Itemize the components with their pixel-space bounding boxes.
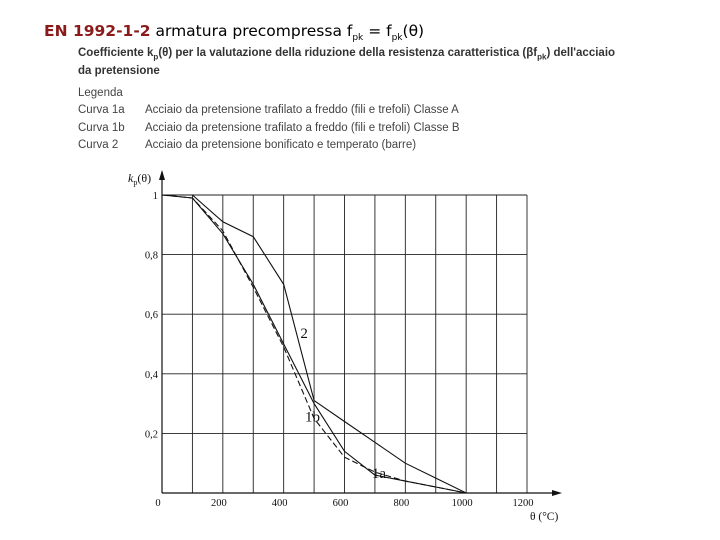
- caption-heading-line2: da pretensione: [78, 65, 160, 78]
- caption-heading-sub1: p: [153, 52, 159, 62]
- chart-curve-labels: [300, 326, 386, 482]
- y-axis-label: [128, 171, 151, 187]
- legend-title: Legenda: [78, 87, 123, 100]
- title-arg: (θ): [402, 22, 425, 40]
- curve-label-1b: 1b: [304, 409, 320, 426]
- caption-heading-sub2: pk: [537, 52, 547, 62]
- title-equals: = f: [363, 22, 392, 40]
- y-axis-label-tail: (θ): [137, 171, 152, 185]
- x-tick-label: 400: [271, 498, 288, 509]
- y-tick-label: 0,8: [144, 250, 158, 262]
- y-axis-label-k: k: [128, 171, 134, 185]
- x-tick-label: 800: [393, 498, 410, 509]
- caption-heading-part3: ) dell'acciaio: [546, 47, 616, 59]
- legend-key: Curva 1a: [78, 104, 125, 117]
- y-tick-label: 1: [152, 191, 158, 202]
- chart-grid: [162, 195, 527, 493]
- y-axis-arrow: [159, 170, 165, 180]
- curve-label-1a: 1a: [371, 466, 387, 483]
- legend-key: Curva 2: [78, 139, 119, 152]
- caption-heading-part1: Coefficiente k: [78, 47, 154, 59]
- legend-text: Acciaio da pretensione trafilato a freddo (fili e trefoli) Classe A: [145, 104, 459, 117]
- x-tick-label: 0: [155, 498, 161, 509]
- x-axis-label: θ (°C): [530, 511, 559, 523]
- x-tick-label: 600: [332, 498, 349, 509]
- x-axis-arrow: [552, 490, 562, 496]
- caption-heading-part2: (θ) per la valutazione della riduzione della resistenza caratteristica (βf: [158, 47, 538, 59]
- y-tick-label: 0,4: [144, 369, 158, 381]
- y-tick-label: 0,2: [144, 429, 158, 441]
- legend-key: Curva 1b: [78, 121, 125, 134]
- x-tick-label: 1000: [451, 498, 473, 509]
- y-tick-label: 0,6: [144, 310, 158, 322]
- legend-text: Acciaio da pretensione trafilato a freddo (fili e trefoli) Classe B: [145, 121, 460, 134]
- curve-label-2: 2: [300, 326, 308, 343]
- x-tick-label: 1200: [512, 498, 534, 509]
- title-text: armatura precompressa f: [155, 22, 353, 40]
- y-axis-label-sub: p: [133, 178, 138, 187]
- title-code: EN 1992-1-2: [44, 22, 151, 40]
- title-subscript-2: pk: [391, 33, 403, 44]
- legend-text: Acciaio da pretensione bonificato e temperato (barre): [145, 139, 417, 152]
- chart-tick-labels: [145, 191, 534, 509]
- title-subscript-1: pk: [352, 33, 364, 44]
- x-tick-label: 200: [210, 498, 227, 509]
